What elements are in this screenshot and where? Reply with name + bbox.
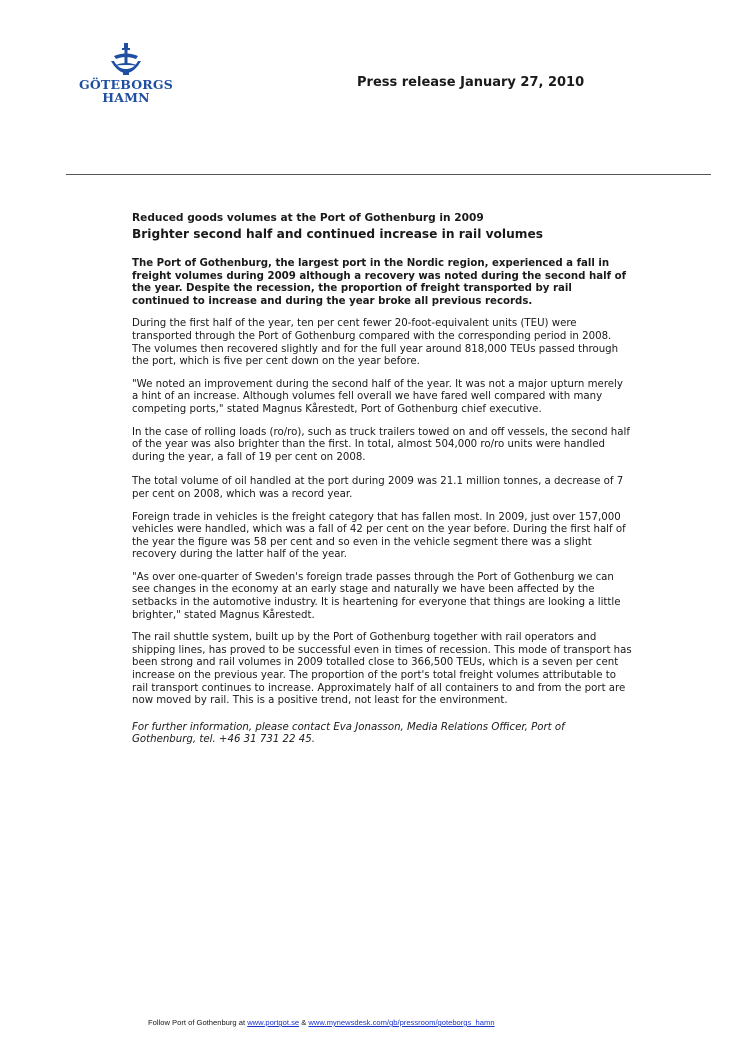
gothenburg-port-logo [76,42,176,104]
portgot-link[interactable]: www.portgot.se [247,1018,300,1027]
page-footer [148,1018,495,1027]
article-headline: Brighter second half and continued increase in rail volumes [132,227,544,241]
footer-separator: & [299,1018,309,1027]
press-release-date: Press release January 27, 2010 [357,75,585,90]
article-paragraph: "We noted an improvement during the second half of the year. It was not a major upturn merely a hint of an increase. Although volumes fell overall we have fared well compared with many competing ports," stated Magnus Kårestedt, Port of Gothenburg chief executive. [132,378,623,415]
article-paragraph: Foreign trade in vehicles is the freight category that has fallen most. In 2009, just over 157,000 vehicles were handled, which was a fall of 42 per cent on the year before. During the first half of the year the figure was 58 per cent and so even in the vehicle segment there was a slight recovery during the latter half of the year. [132,511,626,561]
article-paragraph: During the first half of the year, ten per cent fewer 20-foot-equivalent units (TEU) were transported through the Port of Gothenburg compared with the corresponding period in 2008. The volumes then recovered slightly and for the full year around 818,000 TEUs passed through the port, which is five per cent down on the year before. [132,318,619,368]
article-lead: The Port of Gothenburg, the largest port in the Nordic region, experienced a fall in freight volumes during 2009 although a recovery was noted during the second half of the year. Despite the recession, the proportion of freight transported by rail continued to increase and during the year broke all previous records. [132,258,627,307]
article-kicker: Reduced goods volumes at the Port of Gothenburg in 2009 [132,212,484,224]
article-paragraph: "As over one-quarter of Sweden's foreign trade passes through the Port of Gothenburg we can see changes in the economy at an early stage and naturally we have been affected by the setbacks in the automotive industry. It is heartening for everyone that things are looking a little brighter," stated Magnus Kårestedt. [132,571,621,621]
anchor-ship-emblem-icon [106,42,146,78]
header-divider [66,174,711,175]
footer-prefix: Follow Port of Gothenburg at [148,1018,248,1027]
article-paragraph: In the case of rolling loads (ro/ro), such as truck trailers towed on and off vessels, the second half of the year was also brighter than the first. In total, almost 504,000 ro/ro units were handled during the year, a fall of 19 per cent on 2008. [132,426,630,463]
mynewsdesk-link[interactable]: www.mynewsdesk.com/gb/pressroom/goteborgs_hamn [308,1018,495,1027]
article-paragraph: The rail shuttle system, built up by the Port of Gothenburg together with rail operators and shipping lines, has proved to be successful even in times of recession. This mode of transport has been strong and rail volumes in 2009 totalled close to 366,500 TEUs, which is a seven per cent increase on the previous year. The proportion of the port's total freight volumes attributable to rail transport continues to increase. Approximately half of all containers to and from the port are now moved by rail. This is a positive trend, not least for the environment. [132,632,632,707]
logo-text-goteborgs: GÖTEBORGS [79,77,173,92]
article-body [132,212,632,747]
logo-text-hamn: HAMN [102,90,150,105]
contact-info: For further information, please contact Eva Jonasson, Media Relations Officer, Port of Gothenburg, tel. +46 31 731 22 45. [132,721,565,746]
article-paragraph: The total volume of oil handled at the port during 2009 was 21.1 million tonnes, a decrease of 7 per cent on 2008, which was a record year. [132,476,624,500]
